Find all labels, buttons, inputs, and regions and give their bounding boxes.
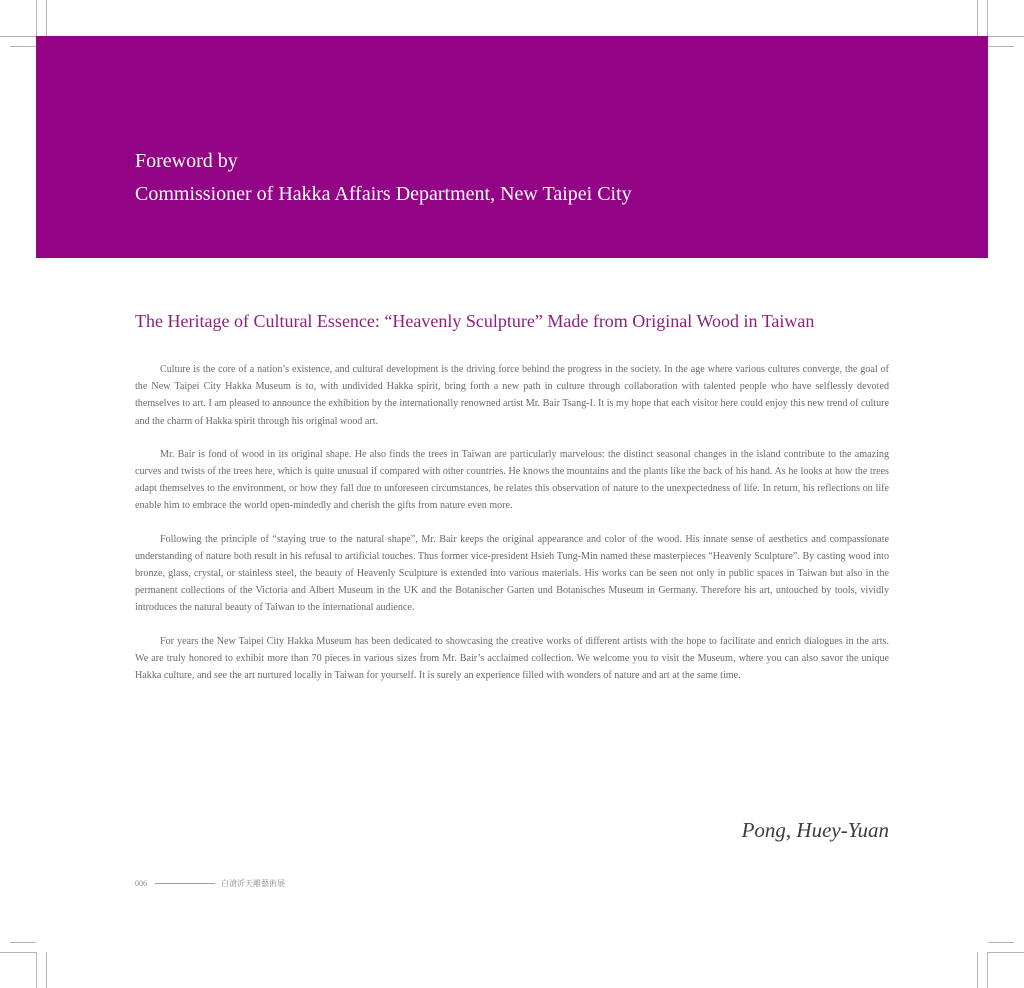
- foreword-body: [135, 361, 889, 700]
- crop-mark: [10, 46, 36, 47]
- crop-mark: [10, 942, 36, 943]
- title-line-1: Foreword by: [135, 150, 238, 172]
- crop-mark: [988, 942, 1014, 943]
- book-title: 白滄沂天雕藝術展: [221, 879, 285, 888]
- header-band: [36, 36, 988, 258]
- page-footer: [135, 878, 285, 889]
- paragraph: For years the New Taipei City Hakka Museum has been dedicated to showcasing the creative works of different artists with the hope to facilitate and enrich dialogues in the arts. We are truly honored to exhibit more than 70 pieces in various sizes from Mr. Bair’s acclaimed collection. We welcome you to visit the Museum, where you can also savor the unique Hakka culture, and see the art nurtured locally in Taiwan for yourself. It is surely an experience filled with wonders of nature and art at the same time.: [135, 635, 889, 682]
- crop-mark: [988, 36, 1024, 37]
- crop-mark: [0, 952, 36, 953]
- page-number: 006: [135, 879, 147, 888]
- crop-mark: [0, 36, 36, 37]
- crop-mark: [977, 0, 978, 36]
- footer-rule: [155, 883, 215, 884]
- paragraph: Following the principle of “staying true to the natural shape”, Mr. Bair keeps the original appearance and color of the wood. His innate sense of aesthetics and compassionate understanding of nature both result in his refusal to artificial touches. Thus former vice-president Hsieh Tung-Min named these masterpieces “Heavenly Sculpture”. By casting wood into bronze, glass, crystal, or stainless steel, the beauty of Heavenly Sculpture is extended into various materials. His works can be seen not only in public spaces in Taiwan but also in the permanent collections of the Victoria and Albert Museum in the UK and the Botanischer Garten und Botanisches Museum in Germany. Therefore his art, untouched by tools, vividly introduces the natural beauty of Taiwan to the international audience.: [135, 533, 889, 614]
- signature: Pong, Huey-Yuan: [741, 818, 889, 842]
- crop-mark: [987, 952, 988, 988]
- crop-mark: [977, 952, 978, 988]
- crop-mark: [988, 952, 1024, 953]
- title-line-2: Commissioner of Hakka Affairs Department, New Taipei City: [135, 183, 632, 205]
- crop-mark: [46, 952, 47, 988]
- crop-mark: [988, 46, 1014, 47]
- page-title: [135, 145, 632, 211]
- crop-mark: [36, 0, 37, 36]
- paragraph: Culture is the core of a nation’s existence, and cultural development is the driving force behind the progress in the society. In the age where various cultures converge, the goal of the New Taipei City Hakka Museum is to, with undivided Hakka spirit, bring forth a new path in culture through collaboration with talented people who have selflessly devoted themselves to art. I am pleased to announce the exhibition by the internationally renowned artist Mr. Bair Tsang-I. It is my hope that each visitor here could enjoy this new trend of culture and the charm of Hakka spirit through his original wood art.: [135, 364, 889, 427]
- crop-mark: [987, 0, 988, 36]
- crop-mark: [46, 0, 47, 36]
- paragraph: Mr. Bair is fond of wood in its original shape. He also finds the trees in Taiwan are particularly marvelous: the distinct seasonal changes in the island contribute to the amazing curves and twists of the trees here, which is quite unusual if compared with other countries. He knows the mountains and the plants like the back of his hand. As he looks at how the trees adapt themselves to the environment, or how they fall due to unforeseen circumstances, he relates this observation of nature to the unexpectedness of life. In return, his reflections on life enable him to embrace the world open-mindedly and cherish the gifts from nature even more.: [135, 448, 889, 512]
- crop-mark: [36, 952, 37, 988]
- article-subtitle: The Heritage of Cultural Essence: “Heavenly Sculpture” Made from Original Wood in Taiwan: [135, 311, 815, 331]
